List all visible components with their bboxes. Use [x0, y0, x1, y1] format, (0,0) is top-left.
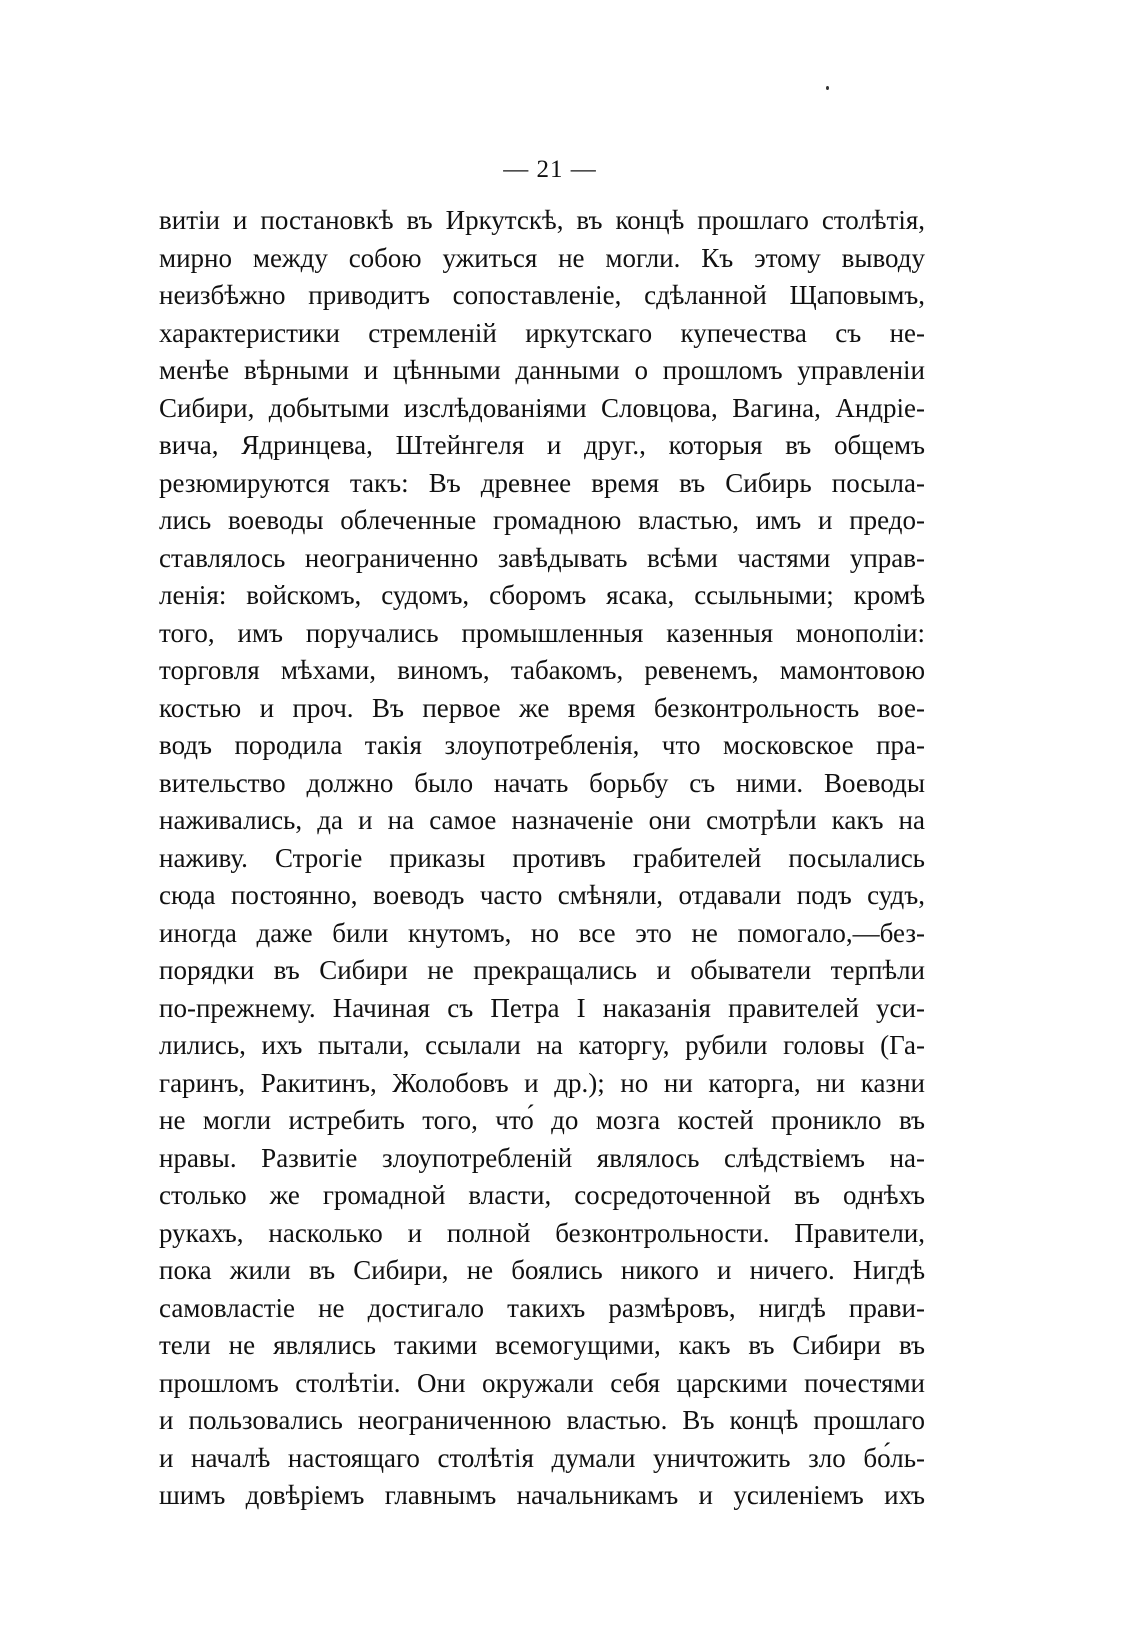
text-line: сюда постоянно, воеводъ часто смѣняли, отдавали подъ судъ,	[159, 880, 925, 910]
text-line: резюмируются такъ: Въ древнее время въ Сибирь посыла-	[159, 467, 925, 498]
text-line: пока жили въ Сибири, не боялись никого и ничего. Нигдѣ	[159, 1255, 925, 1285]
text-line: неизбѣжно приводитъ сопоставленіе, сдѣланной Щаповымъ,	[159, 280, 925, 310]
text-line: ленія: войскомъ, судомъ, сборомъ ясака, ссыльными; кромѣ	[159, 580, 925, 610]
text-line: по-прежнему. Начиная съ Петра I наказанія правителей уси-	[159, 992, 925, 1023]
text-line: прошломъ столѣтіи. Они окружали себя царскими почестями	[159, 1367, 925, 1398]
text-line: и пользовались неограниченною властью. Въ концѣ прошлаго	[159, 1405, 925, 1435]
text-line: лились, ихъ пытали, ссылали на каторгу, рубили головы (Га-	[159, 1030, 925, 1060]
text-line: лись воеводы облеченные громадною властью, имъ и предо-	[159, 505, 925, 535]
text-line: тели не являлись такими всемогущими, какъ въ Сибири въ	[159, 1330, 925, 1360]
text-line: гаринъ, Ракитинъ, Жолобовъ и др.); но ни каторга, ни казни	[159, 1067, 925, 1098]
body-text	[159, 202, 925, 1515]
text-line: того, имъ поручались промышленныя казенныя монополіи:	[159, 617, 925, 648]
text-line: иногда даже били кнутомъ, но все это не помогало,—без-	[159, 917, 925, 948]
text-line: нравы. Развитіе злоупотребленій являлось слѣдствіемъ на-	[159, 1142, 925, 1173]
scan-speck	[826, 86, 829, 90]
text-line: ставлялось неограниченно завѣдывать всѣми частями управ-	[159, 542, 925, 573]
text-line: костью и проч. Въ первое же время безконтрольность вое-	[159, 692, 925, 723]
text-line: не могли истребить того, что́ до мозга костей проникло въ	[159, 1105, 925, 1135]
text-line: вительство должно было начать борьбу съ ними. Воеводы	[159, 767, 925, 798]
text-line: шимъ довѣріемъ главнымъ начальникамъ и усиленіемъ ихъ	[159, 1480, 925, 1510]
text-line: водъ породила такія злоупотребленія, что московское пра-	[159, 730, 925, 760]
text-line: витіи и постановкѣ въ Иркутскѣ, въ концѣ прошлаго столѣтія,	[159, 205, 925, 235]
text-line: вича, Ядринцева, Штейнгеля и друг., которыя въ общемъ	[159, 430, 925, 460]
text-line: порядки въ Сибири не прекращались и обыватели терпѣли	[159, 955, 925, 985]
text-line: наживу. Строгіе приказы противъ грабителей посылались	[159, 842, 925, 873]
text-line: рукахъ, насколько и полной безконтрольности. Правители,	[159, 1217, 925, 1248]
text-line: торговля мѣхами, виномъ, табакомъ, ревенемъ, мамонтовою	[159, 655, 925, 685]
text-line: менѣе вѣрными и цѣнными данными о прошломъ управленіи	[159, 355, 925, 385]
text-line: характеристики стремленій иркутскаго купечества съ не-	[159, 317, 925, 348]
text-line: Сибири, добытыми изслѣдованіями Словцова, Вагина, Андріе-	[159, 392, 925, 423]
text-line: мирно между собою ужиться не могли. Къ этому выводу	[159, 242, 925, 273]
text-line: столько же громадной власти, сосредоточенной въ однѣхъ	[159, 1180, 925, 1210]
page-number: — 21 —	[503, 156, 597, 183]
text-line: и началѣ настоящаго столѣтія думали уничтожить зло бо́ль-	[159, 1442, 925, 1473]
text-line: самовластіе не достигало такихъ размѣровъ, нигдѣ прави-	[159, 1292, 925, 1323]
text-line: наживались, да и на самое назначеніе они смотрѣли какъ на	[159, 805, 925, 835]
